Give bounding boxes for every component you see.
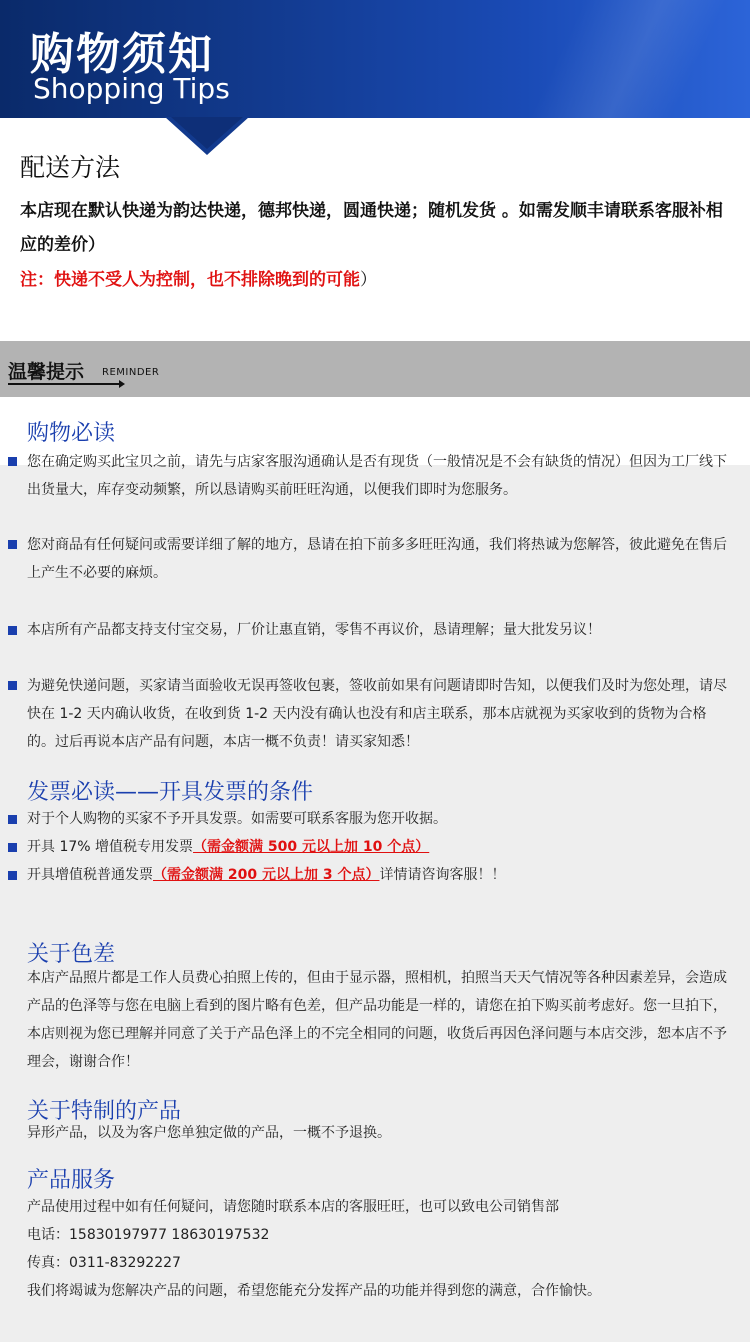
header-title-cn: 购物须知 <box>30 29 214 80</box>
bullet-icon <box>8 681 17 690</box>
delivery-note-text: 注：快递不受人为控制，也不排除晚到的可能 <box>20 270 360 290</box>
color-diff-title: 关于色差 <box>27 942 116 967</box>
reminder-underline <box>8 383 121 385</box>
delivery-note-paren: ） <box>360 270 377 290</box>
bullet-icon <box>8 457 17 466</box>
service-line-1: 产品使用过程中如有任何疑问，请您随时联系本店的客服旺旺，也可以致电公司销售部 <box>27 1199 559 1215</box>
reminder-label-en: REMINDER <box>102 367 160 378</box>
invoice-item-3-prefix: 开具增值税普通发票 <box>27 867 153 883</box>
invoice-item-1: 对于个人购物的买家不予开具发票。如需要可联系客服为您开收据。 <box>27 811 447 827</box>
shopping-notice-title: 购物必读 <box>27 421 116 446</box>
bullet-icon <box>8 540 17 549</box>
invoice-title: 发票必读——开具发票的条件 <box>27 780 314 805</box>
shopping-notice-item-2: 您对商品有任何疑问或需要详细了解的地方，恳请在拍下前多多旺旺沟通，我们将热诚为您解答，彼此避免在售后上产生不必要的麻烦。 <box>27 537 727 581</box>
bullet-icon <box>8 626 17 635</box>
color-diff-text: 本店产品照片都是工作人员费心拍照上传的，但由于显示器，照相机，拍照当天天气情况等各种因素差异，会造成产品的色泽等与您在电脑上看到的图片略有色差，但产品功能是一样的，请您在拍下购买前考虑好。您一旦拍下，本店则视为您已理解并同意了关于产品色泽上的不完全相同的问题，收货后再因色泽问题与本店交涉，恕本店不予理会，谢谢合作！ <box>27 970 727 1070</box>
service-fax: 传真：0311-83292227 <box>27 1255 181 1271</box>
header-notch-inner <box>171 117 243 149</box>
custom-title: 关于特制的产品 <box>27 1099 182 1124</box>
shopping-notice-item-1: 您在确定购买此宝贝之前，请先与店家客服沟通确认是否有现货（一般情况是不会有缺货的情况）但因为工厂线下出货量大，库存变动频繁，所以恳请购买前旺旺沟通，以便我们即时为您服务。 <box>27 454 727 498</box>
custom-text: 异形产品，以及为客户您单独定做的产品，一概不予退换。 <box>27 1125 391 1141</box>
bullet-icon <box>8 815 17 824</box>
shopping-notice-item-4: 为避免快递问题，买家请当面验收无误再签收包裹，签收前如果有问题请即时告知，以便我们及时为您处理，请尽快在 1-2 天内确认收货，在收到货 1-2 天内没有确认也没有和店主联系，那本店就视为买家收到的货物为合格的。过后再说本店产品有问题，本店一概不负责！请买家知悉！ <box>27 678 727 750</box>
bullet-icon <box>8 843 17 852</box>
delivery-text: 本店现在默认快递为韵达快递，德邦快递，圆通快递；随机发货 。如需发顺丰请联系客服补相应的差价） <box>20 201 723 255</box>
delivery-note <box>20 265 377 290</box>
invoice-item-2 <box>27 833 732 861</box>
shopping-notice-item-3: 本店所有产品都支持支付宝交易，厂价让惠直销，零售不再议价，恳请理解；量大批发另议！ <box>27 622 601 638</box>
delivery-title: 配送方法 <box>20 153 121 182</box>
invoice-item-2-prefix: 开具 17% 增值税专用发票 <box>27 839 194 855</box>
invoice-item-3 <box>27 861 732 889</box>
invoice-item-2-highlight <box>193 839 429 855</box>
reminder-arrow-icon <box>119 380 125 388</box>
invoice-item-2-highlight-text: （需金额满 500 元以上加 10 个点） <box>193 839 430 855</box>
invoice-item-3-highlight-text: （需金额满 200 元以上加 3 个点） <box>153 867 380 883</box>
service-title: 产品服务 <box>27 1168 116 1193</box>
bullet-icon <box>8 871 17 880</box>
reminder-label-cn: 温馨提示 <box>8 361 85 383</box>
service-phone: 电话：15830197977 18630197532 <box>27 1227 270 1243</box>
invoice-item-3-highlight <box>153 867 379 883</box>
invoice-item-3-suffix: 详情请咨询客服！！ <box>379 867 506 883</box>
header-title-en: Shopping Tips <box>33 72 230 105</box>
service-line-4: 我们将竭诚为您解决产品的问题，希望您能充分发挥产品的功能并得到您的满意，合作愉快。 <box>27 1283 601 1299</box>
